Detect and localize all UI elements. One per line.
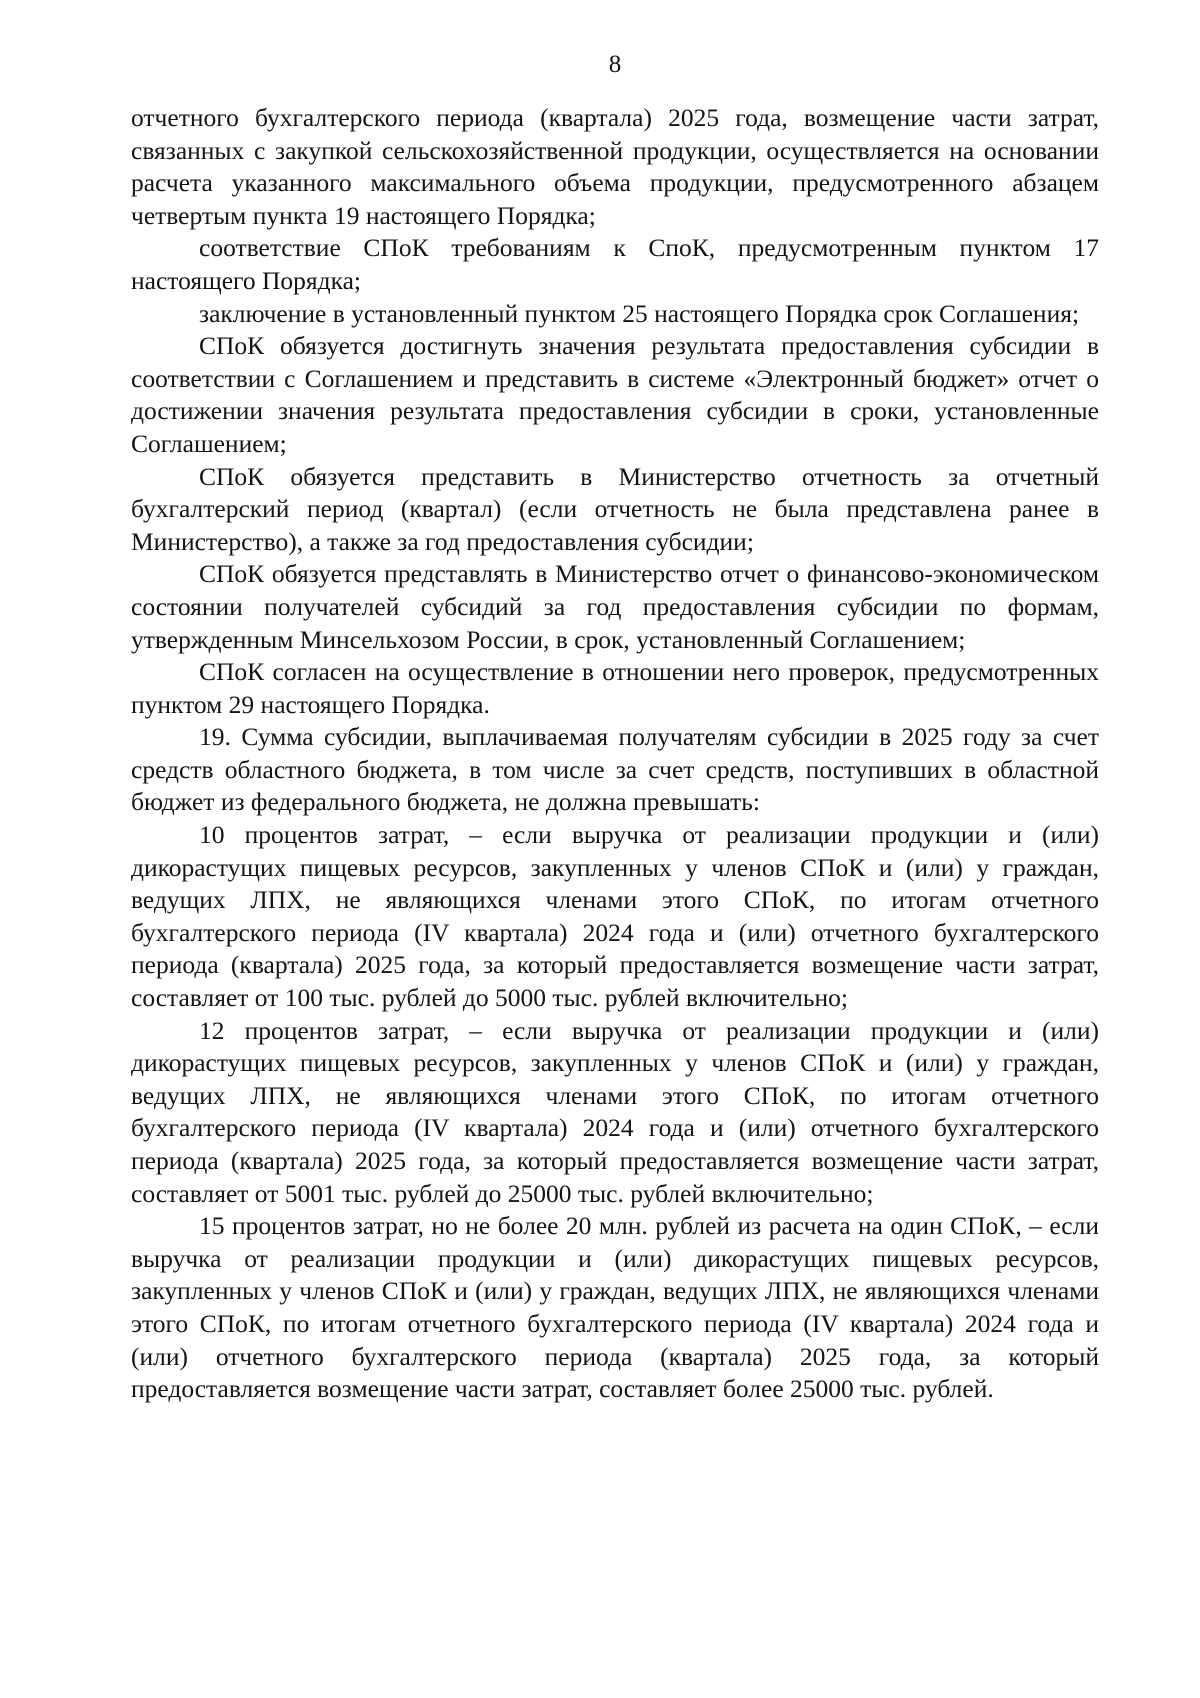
paragraph-financial-report: СПоК обязуется представлять в Министерство отчет о финансово-экономическом состоянии получателей субсидий за год предоставления субсидии по формам, утвержденным Минсельхозом России, в срок, установленный Соглашением;: [131, 559, 1099, 654]
paragraph-result-report: СПоК обязуется достигнуть значения результата предоставления субсидии в соответствии с Соглашением и представить в системе «Электронный бюджет» отчет о достижении значения результата предоставления субсидии в сроки, установленные Соглашением;: [131, 331, 1099, 458]
paragraph-continuation: отчетного бухгалтерского периода (квартала) 2025 года, возмещение части затрат, связанных с закупкой сельскохозяйственной продукции, осуществляется на основании расчета указанного максимального объема продукции, предусмотренного абзацем четвертым пункта 19 настоящего Порядка;: [131, 103, 1099, 230]
paragraph-15-percent: 15 процентов затрат, но не более 20 млн. рублей из расчета на один СПоК, – если выручка от реализации продукции и (или) дикорастущих пищевых ресурсов, закупленных у членов СПоК и (или) у граждан, ведущих ЛПХ, не являющихся членами этого СПоК, по итогам отчетного бухгалтерского периода (IV квартала) 2024 года и (или) отчетного бухгалтерского периода (квартала) 2025 года, за который предоставляется возмещение части затрат, составляет более 25000 тыс. рублей.: [131, 1211, 1099, 1404]
paragraph-agreement-conclusion: заключение в установленный пунктом 25 настоящего Порядка срок Соглашения;: [199, 298, 1080, 328]
paragraph-reporting: СПоК обязуется представить в Министерство отчетность за отчетный бухгалтерский период (квартал) (если отчетность не была представлена ранее в Министерство), а также за год предоставления субсидии;: [131, 461, 1099, 556]
document-body: [131, 102, 1099, 1406]
paragraph-inspections: СПоК согласен на осуществление в отношении него проверок, предусмотренных пунктом 29 настоящего Порядка.: [131, 657, 1099, 719]
paragraph-10-percent: 10 процентов затрат, – если выручка от реализации продукции и (или) дикорастущих пищевых ресурсов, закупленных у членов СПоК и (или) у граждан, ведущих ЛПХ, не являющихся членами этого СПоК, по итогам отчетного бухгалтерского периода (IV квартала) 2024 года и (или) отчетного бухгалтерского периода (квартала) 2025 года, за который предоставляется возмещение части затрат, составляет от 100 тыс. рублей до 5000 тыс. рублей включительно;: [131, 820, 1099, 1013]
paragraph-12-percent: 12 процентов затрат, – если выручка от реализации продукции и (или) дикорастущих пищевых ресурсов, закупленных у членов СПоК и (или) у граждан, ведущих ЛПХ, не являющихся членами этого СПоК, по итогам отчетного бухгалтерского периода (IV квартала) 2024 года и (или) отчетного бухгалтерского периода (квартала) 2025 года, за который предоставляется возмещение части затрат, составляет от 5001 тыс. рублей до 25000 тыс. рублей включительно;: [131, 1015, 1099, 1208]
page-number: 8: [608, 51, 622, 78]
paragraph-spok-compliance: соответствие СПоК требованиям к СпоК, предусмотренным пунктом 17 настоящего Порядка;: [131, 233, 1099, 295]
paragraph-item-19: 19. Сумма субсидии, выплачиваемая получателям субсидии в 2025 году за счет средств областного бюджета, в том числе за счет средств, поступивших в областной бюджет из федерального бюджета, не должна превышать:: [131, 722, 1099, 817]
